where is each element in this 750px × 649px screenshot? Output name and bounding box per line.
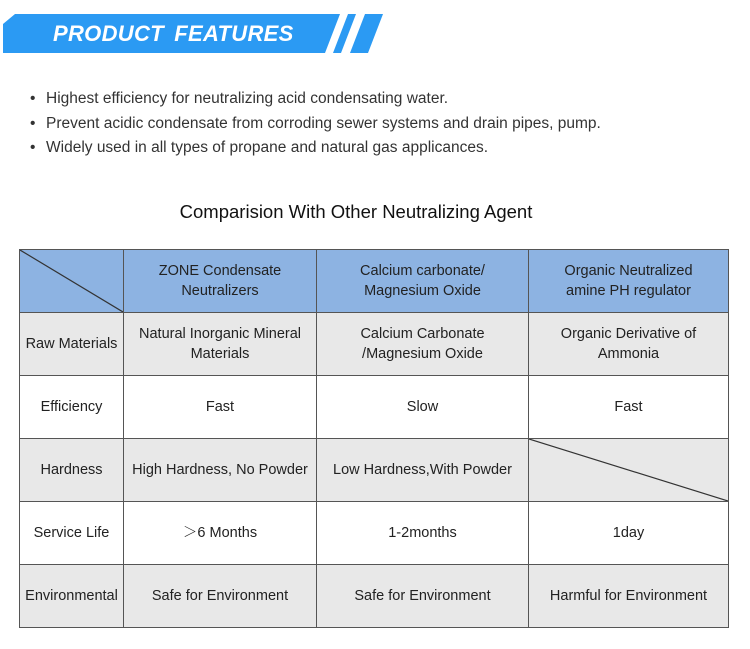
table-cell: Fast bbox=[529, 376, 729, 439]
column-header-line: amine PH regulator bbox=[566, 283, 691, 299]
column-header-line: Organic Neutralized bbox=[564, 263, 693, 279]
cell-line: Organic Derivative of bbox=[560, 326, 697, 342]
table-cell: Safe for Environment bbox=[124, 565, 317, 628]
feature-item bbox=[30, 112, 601, 137]
table-row bbox=[20, 313, 729, 376]
table-row bbox=[20, 376, 729, 439]
diagonal-line-icon bbox=[529, 439, 728, 501]
table-cell: 1-2months bbox=[317, 502, 529, 565]
table-header-row bbox=[20, 250, 729, 313]
table-cell: Harmful for Environment bbox=[529, 565, 729, 628]
table-cell bbox=[317, 313, 529, 376]
column-header-line: Calcium carbonate/ bbox=[360, 263, 485, 279]
table-row bbox=[20, 565, 729, 628]
feature-text: Prevent acidic condensate from corroding sewer systems and drain pipes, pump. bbox=[46, 114, 601, 132]
bullet-icon: • bbox=[30, 139, 36, 156]
feature-item bbox=[30, 136, 601, 161]
comparison-table bbox=[19, 249, 729, 628]
table-row bbox=[20, 502, 729, 565]
cell-line: Ammonia bbox=[597, 346, 660, 362]
column-header bbox=[124, 250, 317, 313]
table-cell: ＞6 Months bbox=[124, 502, 317, 565]
row-label: Hardness bbox=[20, 439, 124, 502]
row-label: Efficiency bbox=[20, 376, 124, 439]
corner-cell bbox=[20, 250, 124, 313]
bullet-icon: • bbox=[30, 90, 36, 107]
feature-text: Highest efficiency for neutralizing acid condensating water. bbox=[46, 90, 449, 107]
comparison-title: Comparision With Other Neutralizing Agent bbox=[179, 201, 533, 222]
column-header-line: ZONE Condensate bbox=[158, 263, 282, 279]
row-label: Service Life bbox=[20, 502, 124, 565]
column-header-line: Magnesium Oxide bbox=[364, 283, 481, 299]
row-label: Environmental bbox=[20, 565, 124, 628]
table-cell: Fast bbox=[124, 376, 317, 439]
empty-diagonal-cell bbox=[529, 439, 729, 502]
column-header bbox=[317, 250, 529, 313]
table-row bbox=[20, 439, 729, 502]
cell-line: Calcium Carbonate bbox=[360, 326, 485, 342]
table-cell: Safe for Environment bbox=[317, 565, 529, 628]
table-cell: Low Hardness,With Powder bbox=[317, 439, 529, 502]
banner-title: PRODUCT FEATURES bbox=[53, 21, 294, 46]
feature-list bbox=[30, 87, 601, 161]
product-features-banner bbox=[3, 14, 383, 53]
bullet-icon: • bbox=[30, 114, 36, 132]
cell-line: /Magnesium Oxide bbox=[362, 346, 483, 362]
feature-item bbox=[30, 87, 601, 112]
table-cell bbox=[124, 313, 317, 376]
row-label: Raw Materials bbox=[20, 313, 124, 376]
cell-line: Materials bbox=[190, 346, 250, 362]
column-header bbox=[529, 250, 729, 313]
column-header-line: Neutralizers bbox=[181, 283, 259, 299]
table-cell: 1day bbox=[529, 502, 729, 565]
feature-text: Widely used in all types of propane and natural gas applicances. bbox=[46, 139, 489, 156]
cell-line: Natural Inorganic Mineral bbox=[139, 326, 301, 342]
table-cell: High Hardness, No Powder bbox=[124, 439, 317, 502]
table-cell: Slow bbox=[317, 376, 529, 439]
diagonal-line-icon bbox=[20, 250, 123, 312]
table-cell bbox=[529, 313, 729, 376]
